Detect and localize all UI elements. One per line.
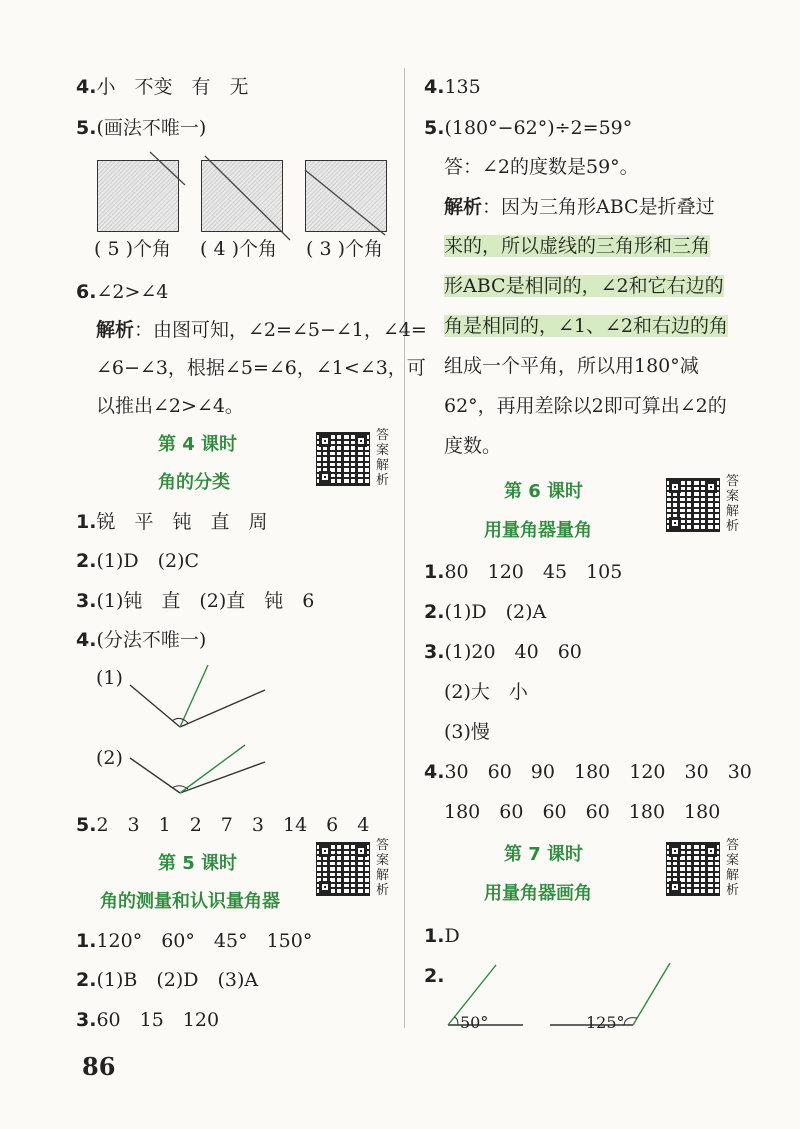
angle-figure-2-label: (2)	[96, 747, 123, 769]
right-q5: 5.(180°−62°)÷2=59°	[424, 117, 633, 139]
square-caption-1: ( 5 )个角	[94, 238, 171, 260]
left-q6: 6.∠2>∠4	[76, 281, 169, 303]
l7-q1: 1.D	[424, 925, 460, 947]
l6-q4: 4.30 60 90 180 120 30 30	[424, 761, 752, 783]
lesson-7-subtitle: 用量角器画角	[484, 883, 592, 904]
lesson-5-title: 第 5 课时	[158, 853, 238, 874]
lesson-4-subtitle: 角的分类	[158, 472, 230, 493]
l6-q3-line2: (2)大 小	[444, 681, 528, 703]
right-q5-answer: 答：∠2的度数是59°。	[444, 156, 639, 178]
l5-q3: 3.60 15 120	[76, 1009, 220, 1031]
right-q5-analysis-5: 组成一个平角，所以用180°减	[444, 355, 699, 377]
l7-q2: 2.	[424, 965, 445, 987]
right-q5-analysis-2: 来的，所以虚线的三角形和三角	[444, 235, 711, 257]
qr-code-lesson-5[interactable]	[316, 842, 370, 896]
qr-code-lesson-7[interactable]	[666, 842, 720, 896]
left-q6-analysis-3: 以推出∠2>∠4。	[96, 395, 244, 417]
left-q4: 4.小 不变 有 无	[76, 76, 249, 98]
l6-q1: 1.80 120 45 105	[424, 561, 623, 583]
qr-label-lesson-5: 答案解析	[376, 838, 390, 898]
drawn-angle-125	[538, 955, 800, 1035]
qr-label-lesson-7: 答案解析	[726, 838, 740, 898]
square-caption-2: ( 4 )个角	[200, 238, 277, 260]
qr-label-lesson-4: 答案解析	[376, 428, 390, 488]
qr-code-lesson-6[interactable]	[666, 478, 720, 532]
right-q4: 4.135	[424, 76, 481, 98]
right-q5-analysis-3: 形ABC是相同的，∠2和它右边的	[444, 275, 724, 297]
lesson-4-title: 第 4 课时	[158, 434, 238, 455]
square-caption-3: ( 3 )个角	[306, 238, 383, 260]
l4-q5: 5.2 3 1 2 7 3 14 6 4	[76, 814, 370, 836]
column-divider	[404, 68, 405, 1028]
lesson-5-subtitle: 角的测量和认识量角器	[100, 891, 280, 912]
l4-q2: 2.(1)D (2)C	[76, 550, 200, 572]
angle-figure-1	[100, 660, 400, 740]
l6-q4-line2: 180 60 60 60 180 180	[444, 801, 721, 823]
angle-figure-1-label: (1)	[96, 667, 123, 689]
left-q6-analysis-2: ∠6−∠3，根据∠5=∠6，∠1<∠3，可	[96, 357, 426, 379]
l4-q4: 4.(分法不唯一)	[76, 629, 207, 651]
lesson-7-title: 第 7 课时	[504, 844, 584, 865]
page-number: 86	[82, 1052, 116, 1081]
l4-q1: 1.锐 平 钝 直 周	[76, 511, 268, 533]
lesson-6-subtitle: 用量角器量角	[484, 520, 592, 541]
right-q5-analysis-4: 角是相同的，∠1、∠2和右边的角	[444, 315, 729, 337]
angle-figure-2	[100, 740, 400, 820]
left-q6-analysis-1: 解析：由图可知，∠2=∠5−∠1，∠4=	[96, 319, 427, 341]
angle-label-50: 50°	[460, 1013, 489, 1032]
qr-code-lesson-4[interactable]	[316, 432, 370, 486]
qr-label-lesson-6: 答案解析	[726, 474, 740, 534]
right-q5-analysis-6: 62°，再用差除以2即可算出∠2的	[444, 395, 727, 417]
right-q5-analysis-1: 解析：因为三角形ABC是折叠过	[444, 196, 715, 218]
l4-q3: 3.(1)钝 直 (2)直 钝 6	[76, 590, 315, 612]
l6-q3-line3: (3)慢	[444, 721, 490, 743]
right-q5-analysis-7: 度数。	[444, 435, 502, 457]
left-q5: 5.(画法不唯一)	[76, 117, 207, 139]
lesson-6-title: 第 6 课时	[504, 481, 584, 502]
angle-label-125: 125°	[586, 1013, 625, 1032]
l6-q3: 3.(1)20 40 60	[424, 641, 582, 663]
l5-q1: 1.120° 60° 45° 150°	[76, 930, 313, 952]
l5-q2: 2.(1)B (2)D (3)A	[76, 969, 259, 991]
l6-q2: 2.(1)D (2)A	[424, 601, 547, 623]
